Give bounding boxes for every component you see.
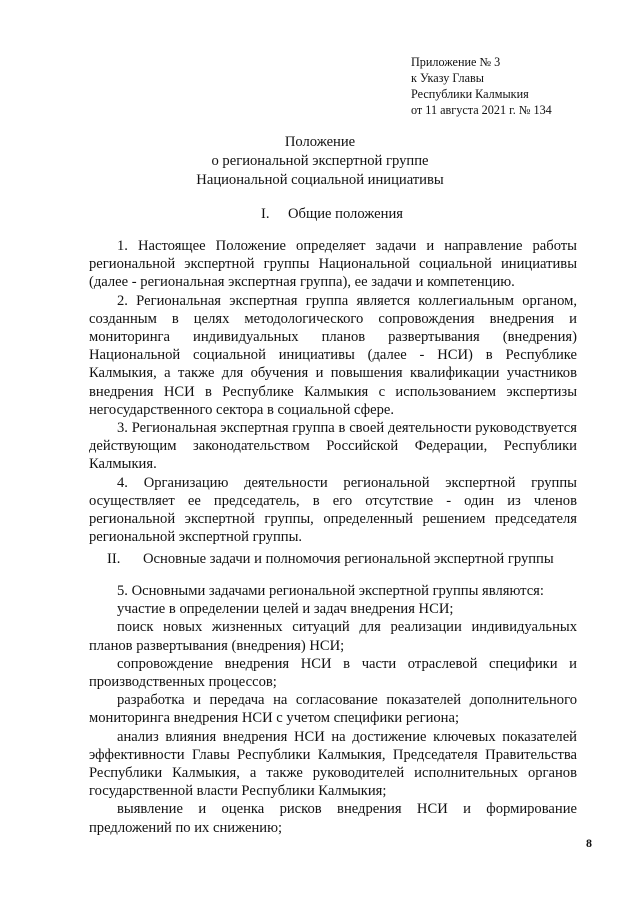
section-1-body xyxy=(89,237,577,546)
paragraph: 4. Организацию деятельности региональной экспертной группы осуществляет ее председатель, в его отсутствие - один из членов региональной экспертной группы, определенный решением председателя региональной экспертной группы. xyxy=(89,474,577,546)
list-item: разработка и передача на согласование показателей дополнительного мониторинга внедрения НСИ с учетом специфики региона; xyxy=(89,692,577,727)
list-item: анализ влияния внедрения НСИ на достижение ключевых показателей эффективности Главы Республики Калмыкия, Председателя Правительства Республики Калмыкия, а также руководителей исполнительных органов государственной власти Республики Калмыкия; xyxy=(89,728,577,800)
paragraph: 3. Региональная экспертная группа в своей деятельности руководствуется действующим законодательством Российской Федерации, Республики Калмыкия. xyxy=(89,420,577,473)
appendix-line-1: Приложение № 3 xyxy=(411,55,501,69)
paragraph: 5. Основными задачами региональной экспертной группы являются: xyxy=(117,583,544,599)
appendix-line-3: Республики Калмыкия xyxy=(411,87,529,101)
list-item: участие в определении целей и задач внедрения НСИ; xyxy=(117,601,454,618)
list-item: выявление и оценка рисков внедрения НСИ и формирование предложений по их снижению; xyxy=(89,801,577,836)
paragraph: 1. Настоящее Положение определяет задачи и направление работы региональной экспертной группы Национальной социальной инициативы (далее - региональная экспертная группа), ее задачи и компетенцию. xyxy=(89,238,577,291)
appendix-line-2: к Указу Главы xyxy=(411,71,484,85)
section-2-heading xyxy=(107,550,554,569)
section-1-title: Общие положения xyxy=(288,206,403,222)
section-2-body xyxy=(89,582,577,837)
list-item: сопровождение внедрения НСИ в части отраслевой специфики и производственных процессов; xyxy=(89,655,577,691)
title-line-3: Национальной социальной инициативы xyxy=(196,172,444,188)
paragraph: 2. Региональная экспертная группа является коллегиальным органом, созданным в целях методологического сопровождения внедрения и мониторинга индивидуальных планов развертывания (внедрения) Национальной социальной инициативы (далее - НСИ) в Республике Калмыкия, а также для обучения и повышения квалификации участников внедрения НСИ в Республике Калмыкия с использованием экспертизы негосударственного сектора в социальной сфере. xyxy=(89,292,577,418)
section-2-title: Основные задачи и полномочия региональной экспертной группы xyxy=(143,551,554,567)
appendix-header xyxy=(411,54,552,118)
section-2-number: II. xyxy=(107,551,121,567)
section-1-number: I. xyxy=(261,206,270,222)
document-title xyxy=(0,133,640,190)
page-number: 8 xyxy=(586,836,592,850)
list-item: поиск новых жизненных ситуаций для реализации индивидуальных планов развертывания (внедрения) НСИ; xyxy=(89,619,577,654)
title-line-2: о региональной экспертной группе xyxy=(211,153,429,169)
section-1-heading xyxy=(261,205,403,224)
title-line-1: Положение xyxy=(284,134,356,150)
appendix-line-4: от 11 августа 2021 г. № 134 xyxy=(411,103,552,117)
